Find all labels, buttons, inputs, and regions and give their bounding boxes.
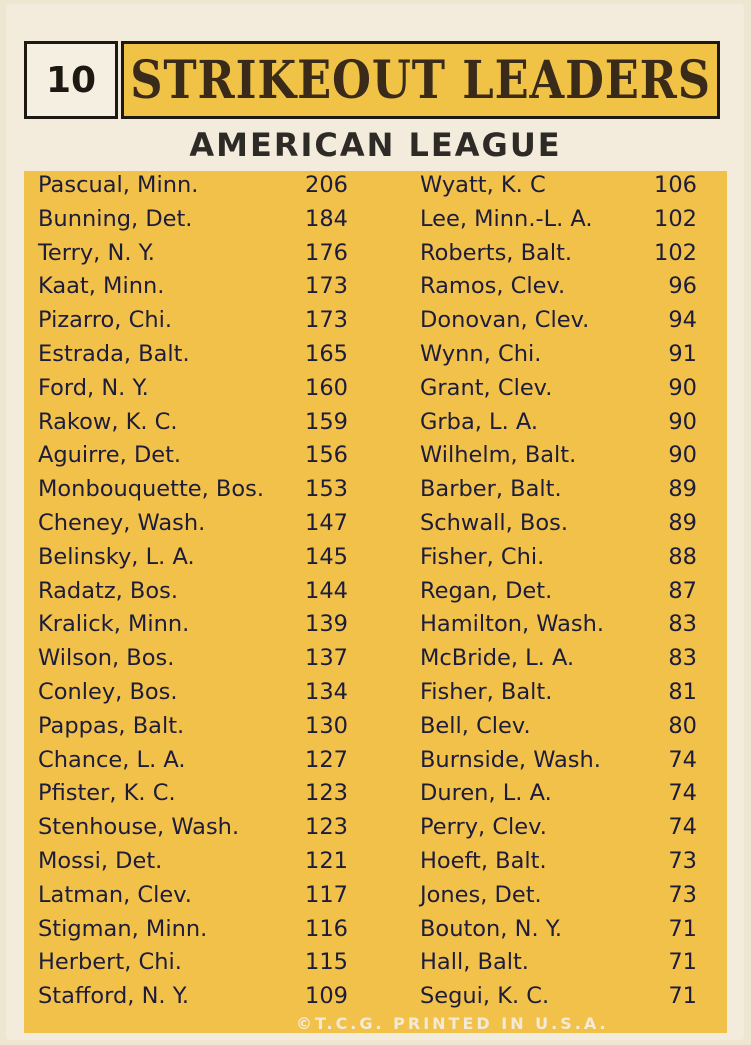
player-row	[420, 408, 697, 442]
player-row	[420, 509, 697, 543]
strikeout-count: 130	[305, 712, 348, 739]
player-name: Conley, Bos.	[38, 678, 178, 705]
player-name: Stafford, N. Y.	[38, 983, 190, 1010]
player-row	[420, 205, 697, 239]
player-row	[38, 408, 348, 442]
strikeout-count: 123	[305, 780, 348, 807]
player-name: Bouton, N. Y.	[420, 915, 563, 942]
strikeout-count: 89	[668, 476, 697, 503]
player-name: Grant, Clev.	[420, 374, 553, 401]
player-row	[38, 847, 348, 881]
player-row	[38, 610, 348, 644]
strikeout-count: 74	[668, 814, 697, 841]
player-name: Herbert, Chi.	[38, 949, 182, 976]
player-row	[38, 678, 348, 712]
player-name: Pizarro, Chi.	[38, 307, 172, 334]
player-name: Grba, L. A.	[420, 408, 539, 435]
strikeout-count: 87	[668, 577, 697, 604]
strikeout-count: 123	[305, 814, 348, 841]
player-name: Pascual, Minn.	[38, 172, 199, 198]
player-name: Pfister, K. C.	[38, 780, 176, 807]
player-row	[38, 712, 348, 746]
player-row	[420, 746, 697, 780]
player-name: Latman, Clev.	[38, 881, 192, 908]
player-name: Wilhelm, Balt.	[420, 442, 577, 469]
player-row	[420, 543, 697, 577]
player-name: Bell, Clev.	[420, 712, 531, 739]
right-column	[420, 171, 697, 1016]
strikeout-count: 206	[305, 172, 348, 198]
player-name: Hall, Balt.	[420, 949, 529, 976]
player-name: Perry, Clev.	[420, 814, 547, 841]
strikeout-count: 117	[305, 881, 348, 908]
player-name: Kralick, Minn.	[38, 611, 190, 638]
strikeout-count: 137	[305, 645, 348, 672]
player-name: Monbouquette, Bos.	[38, 476, 264, 503]
strikeout-count: 147	[305, 509, 348, 536]
player-name: Chance, L. A.	[38, 746, 186, 773]
player-name: Kaat, Minn.	[38, 273, 165, 300]
player-row	[420, 374, 697, 408]
league-subtitle: AMERICAN LEAGUE	[189, 126, 562, 164]
strikeout-count: 73	[668, 881, 697, 908]
player-name: Duren, L. A.	[420, 780, 552, 807]
player-name: Stenhouse, Wash.	[38, 814, 240, 841]
player-row	[420, 272, 697, 306]
strikeout-count: 160	[305, 374, 348, 401]
strikeout-count: 173	[305, 307, 348, 334]
strikeout-count: 156	[305, 442, 348, 469]
player-row	[38, 340, 348, 374]
player-name: Jones, Det.	[420, 881, 542, 908]
player-row	[420, 340, 697, 374]
player-name: Lee, Minn.-L. A.	[420, 205, 593, 232]
strikeout-count: 88	[668, 543, 697, 570]
player-row	[420, 171, 697, 205]
player-name: Wilson, Bos.	[38, 645, 175, 672]
player-row	[420, 610, 697, 644]
player-name: Mossi, Det.	[38, 847, 163, 874]
strikeout-count: 165	[305, 340, 348, 367]
strikeout-count: 73	[668, 847, 697, 874]
player-row	[38, 374, 348, 408]
card-title: STRIKEOUT LEADERS	[130, 49, 711, 111]
player-name: Schwall, Bos.	[420, 509, 568, 536]
player-row	[38, 644, 348, 678]
strikeout-count: 94	[668, 307, 697, 334]
player-row	[38, 171, 348, 205]
player-name: Roberts, Balt.	[420, 239, 573, 266]
player-row	[420, 644, 697, 678]
player-name: Estrada, Balt.	[38, 340, 190, 367]
strikeout-count: 74	[668, 780, 697, 807]
stats-panel	[24, 171, 727, 1033]
player-row	[38, 272, 348, 306]
strikeout-count: 81	[668, 678, 697, 705]
strikeout-count: 127	[305, 746, 348, 773]
player-row	[38, 205, 348, 239]
player-name: Segui, K. C.	[420, 983, 550, 1010]
strikeout-count: 139	[305, 611, 348, 638]
player-name: Burnside, Wash.	[420, 746, 601, 773]
player-name: Barber, Balt.	[420, 476, 562, 503]
strikeout-count: 83	[668, 611, 697, 638]
player-name: Ford, N. Y.	[38, 374, 149, 401]
player-name: Aguirre, Det.	[38, 442, 182, 469]
player-name: Stigman, Minn.	[38, 915, 208, 942]
player-row	[38, 543, 348, 577]
player-name: Fisher, Chi.	[420, 543, 545, 570]
strikeout-count: 74	[668, 746, 697, 773]
player-row	[420, 678, 697, 712]
player-name: Fisher, Balt.	[420, 678, 553, 705]
player-name: Donovan, Clev.	[420, 307, 590, 334]
player-row	[420, 948, 697, 982]
player-row	[420, 712, 697, 746]
player-row	[38, 306, 348, 340]
card-number	[24, 41, 118, 119]
strikeout-count: 90	[668, 442, 697, 469]
player-row	[420, 847, 697, 881]
player-row	[38, 509, 348, 543]
player-name: Cheney, Wash.	[38, 509, 206, 536]
player-name: Regan, Det.	[420, 577, 553, 604]
player-row	[38, 948, 348, 982]
strikeout-count: 71	[668, 949, 697, 976]
player-row	[420, 306, 697, 340]
strikeout-count: 96	[668, 273, 697, 300]
player-row	[420, 577, 697, 611]
strikeout-count: 102	[654, 205, 697, 232]
player-name: Ramos, Clev.	[420, 273, 566, 300]
player-row	[38, 441, 348, 475]
strikeout-count: 71	[668, 915, 697, 942]
strikeout-count: 71	[668, 983, 697, 1010]
player-name: Rakow, K. C.	[38, 408, 178, 435]
strikeout-count: 116	[305, 915, 348, 942]
player-name: Hamilton, Wash.	[420, 611, 605, 638]
strikeout-count: 90	[668, 374, 697, 401]
player-row	[420, 441, 697, 475]
player-name: Bunning, Det.	[38, 205, 193, 232]
strikeout-count: 80	[668, 712, 697, 739]
player-row	[38, 475, 348, 509]
player-name: Terry, N. Y.	[38, 239, 155, 266]
strikeout-count: 153	[305, 476, 348, 503]
strikeout-count: 89	[668, 509, 697, 536]
strikeout-count: 106	[654, 172, 697, 198]
strikeout-count: 173	[305, 273, 348, 300]
left-column	[38, 171, 348, 1016]
title-banner	[121, 41, 720, 119]
player-row	[420, 813, 697, 847]
player-row	[38, 881, 348, 915]
player-row	[38, 982, 348, 1016]
strikeout-count: 90	[668, 408, 697, 435]
player-name: Belinsky, L. A.	[38, 543, 195, 570]
player-name: Pappas, Balt.	[38, 712, 185, 739]
strikeout-count: 115	[305, 949, 348, 976]
player-row	[420, 915, 697, 949]
strikeout-count: 145	[305, 543, 348, 570]
copyright-footer: ©T.C.G. PRINTED IN U.S.A.	[296, 1014, 609, 1033]
player-name: Radatz, Bos.	[38, 577, 179, 604]
player-row	[38, 915, 348, 949]
player-name: Wyatt, K. C	[420, 172, 546, 198]
player-row	[38, 779, 348, 813]
player-row	[38, 746, 348, 780]
strikeout-count: 176	[305, 239, 348, 266]
strikeout-count: 144	[305, 577, 348, 604]
strikeout-count: 102	[654, 239, 697, 266]
strikeout-count: 121	[305, 847, 348, 874]
player-row	[38, 813, 348, 847]
player-row	[38, 239, 348, 273]
strikeout-count: 109	[305, 983, 348, 1010]
strikeout-count: 83	[668, 645, 697, 672]
strikeout-count: 159	[305, 408, 348, 435]
card-number-text: 10	[45, 59, 97, 101]
player-name: Hoeft, Balt.	[420, 847, 547, 874]
player-row	[420, 881, 697, 915]
player-row	[420, 475, 697, 509]
player-row	[420, 239, 697, 273]
player-row	[38, 577, 348, 611]
player-row	[420, 779, 697, 813]
strikeout-count: 134	[305, 678, 348, 705]
player-name: McBride, L. A.	[420, 645, 575, 672]
player-row	[420, 982, 697, 1016]
player-name: Wynn, Chi.	[420, 340, 542, 367]
strikeout-count: 91	[668, 340, 697, 367]
strikeout-count: 184	[305, 205, 348, 232]
